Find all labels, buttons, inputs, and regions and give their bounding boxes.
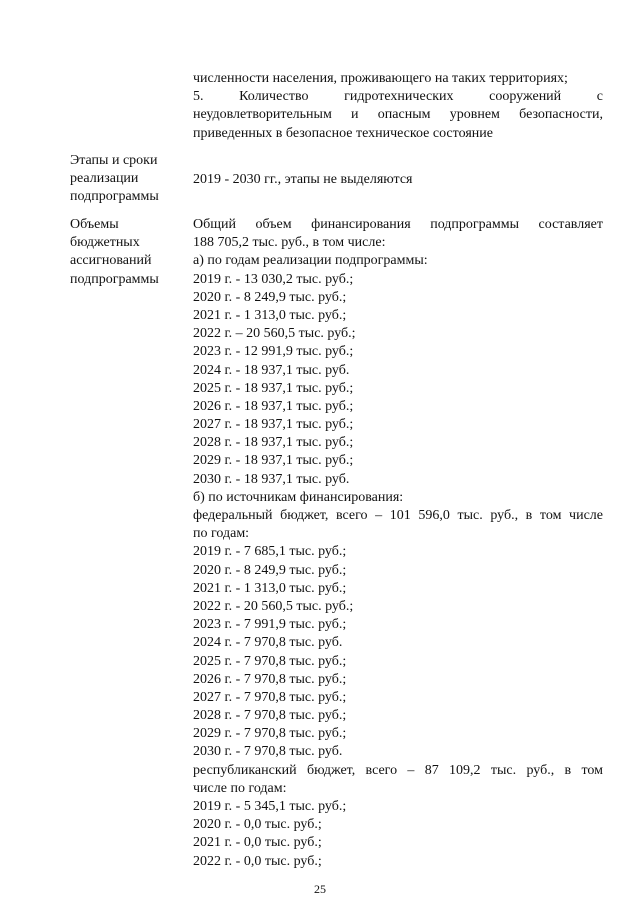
budget-line: 2019 г. - 5 345,1 тыс. руб.; xyxy=(193,799,347,814)
budget-line: а) по годам реализации подпрограммы: xyxy=(193,253,428,269)
budget-label-line: ассигнований xyxy=(70,253,152,269)
stages-label-line: подпрограммы xyxy=(70,189,159,205)
budget-line: 2027 г. - 7 970,8 тыс. руб.; xyxy=(193,689,347,705)
budget-line: 2028 г. - 7 970,8 тыс. руб.; xyxy=(193,708,347,724)
budget-label-line: подпрограммы xyxy=(70,271,159,287)
budget-line: 2025 г. - 18 937,1 тыс. руб.; xyxy=(193,380,354,396)
budget-line: 2020 г. - 8 249,9 тыс. руб.; xyxy=(193,289,347,305)
budget-line: 2020 г. - 8 249,9 тыс. руб.; xyxy=(193,562,347,578)
budget-label xyxy=(70,216,185,289)
budget-line: 2024 г. - 7 970,8 тыс. руб. xyxy=(193,635,343,651)
budget-line: 2027 г. - 18 937,1 тыс. руб.; xyxy=(193,417,354,433)
budget-line: по годам: xyxy=(193,526,250,542)
stages-label-line: Этапы и сроки xyxy=(70,153,158,168)
budget-line: числе по годам: xyxy=(193,780,287,796)
stages-label-line: реализации xyxy=(70,171,139,187)
budget-line: 2028 г. - 18 937,1 тыс. руб.; xyxy=(193,435,354,451)
budget-line: 2021 г. - 1 313,0 тыс. руб.; xyxy=(193,580,347,596)
stages-label xyxy=(70,152,185,207)
budget-line: 2029 г. - 7 970,8 тыс. руб.; xyxy=(193,726,347,742)
budget-line: 2023 г. - 12 991,9 тыс. руб.; xyxy=(193,344,354,360)
budget-line: 2023 г. - 7 991,9 тыс. руб.; xyxy=(193,617,347,633)
budget-line: 2021 г. - 0,0 тыс. руб.; xyxy=(193,835,322,851)
budget-line: 2026 г. - 18 937,1 тыс. руб.; xyxy=(193,398,354,414)
budget-label-line: бюджетных xyxy=(70,235,140,251)
page-number: 25 xyxy=(314,882,326,896)
budget-line: 2026 г. - 7 970,8 тыс. руб.; xyxy=(193,671,347,687)
continuation-line: 5. Количество гидротехнических сооружений с xyxy=(193,89,603,105)
budget-line: Общий объем финансирования подпрограммы составляет xyxy=(193,217,603,232)
budget-line: 2025 г. - 7 970,8 тыс. руб.; xyxy=(193,653,347,669)
stages-value: 2019 - 2030 гг., этапы не выделяются xyxy=(193,172,413,187)
continuation-text xyxy=(193,70,603,143)
continuation-line: приведенных в безопасное техническое состояние xyxy=(193,125,493,141)
budget-line: 2022 г. - 20 560,5 тыс. руб.; xyxy=(193,598,354,614)
continuation-line: численности населения, проживающего на таких территориях; xyxy=(193,71,568,86)
budget-line: 2022 г. – 20 560,5 тыс. руб.; xyxy=(193,326,356,342)
budget-line: республиканский бюджет, всего – 87 109,2 тыс. руб., в том xyxy=(193,762,603,778)
budget-line: 2022 г. - 0,0 тыс. руб.; xyxy=(193,853,322,869)
budget-line: 2021 г. - 1 313,0 тыс. руб.; xyxy=(193,307,347,323)
budget-value xyxy=(193,216,603,871)
budget-line: 2019 г. - 13 030,2 тыс. руб.; xyxy=(193,271,354,287)
budget-line: 2019 г. - 7 685,1 тыс. руб.; xyxy=(193,544,347,560)
budget-line: 2029 г. - 18 937,1 тыс. руб.; xyxy=(193,453,354,469)
budget-line: 2030 г. - 18 937,1 тыс. руб. xyxy=(193,471,350,487)
budget-line: федеральный бюджет, всего – 101 596,0 тыс. руб., в том числе xyxy=(193,508,603,523)
budget-label-line: Объемы xyxy=(70,217,119,232)
budget-line: б) по источникам финансирования: xyxy=(193,489,404,505)
budget-line: 2020 г. - 0,0 тыс. руб.; xyxy=(193,817,322,833)
budget-line: 188 705,2 тыс. руб., в том числе: xyxy=(193,235,386,251)
continuation-line: неудовлетворительным и опасным уровнем безопасности, xyxy=(193,107,603,123)
budget-line: 2024 г. - 18 937,1 тыс. руб. xyxy=(193,362,350,378)
budget-line: 2030 г. - 7 970,8 тыс. руб. xyxy=(193,744,343,760)
